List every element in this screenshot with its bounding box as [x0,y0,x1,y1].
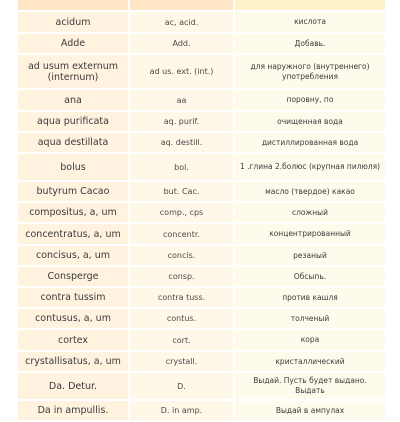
table-row [17,245,386,266]
translation-cell: толченый [234,308,386,329]
abbreviation-cell: cort. [129,329,234,351]
latin-term-cell: concentratus, a, um [17,223,129,245]
table-row [17,202,386,223]
abbreviation-cell: comp., cps [129,202,234,223]
latin-term-cell: butyrum Cacao [17,181,129,202]
translation-cell: 1 .глина 2.болюс (крупная пилюля) [234,153,386,181]
latin-term-cell: ad usum externum (internum) [17,54,129,89]
translation-cell: масло (твердое) какао [234,181,386,202]
translation-cell: кислота [234,11,386,33]
translation-cell: Добавь. [234,33,386,54]
latin-term-cell: aqua destillata [17,132,129,153]
abbreviation-cell: aa [129,89,234,111]
latin-term-cell: ana [17,89,129,111]
translation-cell: Выдай в ампулах [234,400,386,421]
abbreviation-cell: ad us. ext. (int.) [129,54,234,89]
table-row [17,329,386,351]
abbreviation-cell: contus. [129,308,234,329]
abbreviation-cell: D. [129,372,234,400]
header-cell-abbreviation [129,0,234,11]
abbreviation-table [16,0,387,422]
table-row [17,266,386,287]
table-row [17,223,386,245]
latin-term-cell: contra tussim [17,287,129,308]
latin-term-cell: Adde [17,33,129,54]
translation-cell: против кашля [234,287,386,308]
table-body [17,0,386,421]
table-row [17,132,386,153]
table-row [17,54,386,89]
latin-term-cell: compositus, a, um [17,202,129,223]
translation-cell: для наружного (внутреннего) употребления [234,54,386,89]
abbreviation-cell: D. in amp. [129,400,234,421]
table-row [17,33,386,54]
table-row [17,153,386,181]
table-row [17,372,386,400]
header-cell-translation [234,0,386,11]
translation-cell: очищенная вода [234,111,386,132]
table-row [17,400,386,421]
latin-term-cell: Consperge [17,266,129,287]
translation-cell: кристаллический [234,351,386,372]
table-row [17,89,386,111]
table-header-row [17,0,386,11]
abbreviation-cell: Add. [129,33,234,54]
abbreviation-cell: but. Cac. [129,181,234,202]
latin-term-cell: Da. Detur. [17,372,129,400]
translation-cell: дистиллированная вода [234,132,386,153]
abbreviation-cell: aq. purif. [129,111,234,132]
latin-term-cell: cortex [17,329,129,351]
latin-term-cell: bolus [17,153,129,181]
translation-cell: концентрированный [234,223,386,245]
abbreviation-cell: aq. destill. [129,132,234,153]
abbreviation-cell: crystall. [129,351,234,372]
abbreviation-cell: bol. [129,153,234,181]
translation-cell: Выдай. Пусть будет выдано. Выдать [234,372,386,400]
abbreviation-cell: concis. [129,245,234,266]
abbreviation-cell: concentr. [129,223,234,245]
table-row [17,181,386,202]
table-row [17,287,386,308]
translation-cell: резаный [234,245,386,266]
translation-cell: Обсыпь. [234,266,386,287]
table-row [17,351,386,372]
header-cell-latin [17,0,129,11]
table-row [17,11,386,33]
latin-term-cell: crystallisatus, a, um [17,351,129,372]
latin-term-cell: Da in ampullis. [17,400,129,421]
latin-term-cell: aqua purificata [17,111,129,132]
abbreviation-cell: ac, acid. [129,11,234,33]
table-row [17,308,386,329]
latin-term-cell: acidum [17,11,129,33]
translation-cell: сложный [234,202,386,223]
abbreviation-cell: contra tuss. [129,287,234,308]
latin-term-cell: concisus, a, um [17,245,129,266]
translation-cell: кора [234,329,386,351]
table-row [17,111,386,132]
abbreviation-cell: consp. [129,266,234,287]
latin-term-cell: contusus, a, um [17,308,129,329]
translation-cell: поровну, по [234,89,386,111]
